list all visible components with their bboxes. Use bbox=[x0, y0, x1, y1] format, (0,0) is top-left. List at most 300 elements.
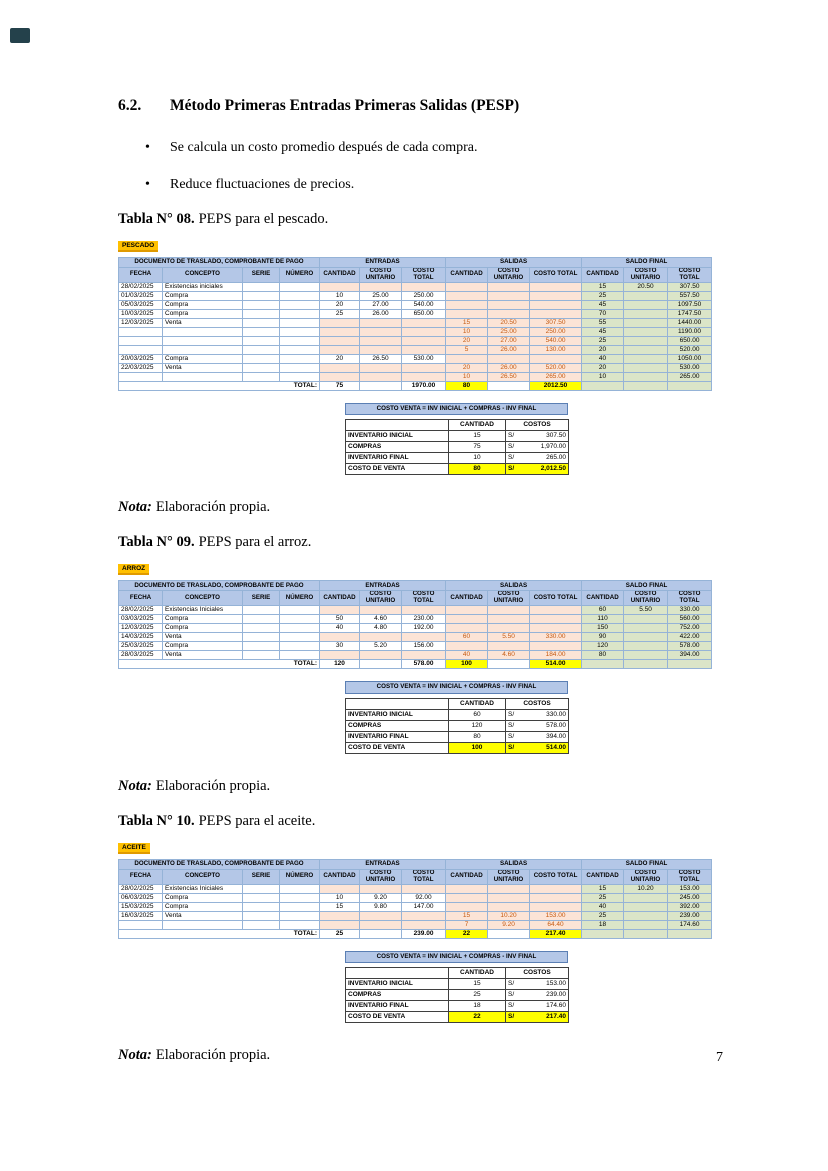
serie-cell bbox=[243, 363, 280, 372]
saldo-costo-unitario-cell bbox=[624, 354, 668, 363]
costo-amount: 394.00 bbox=[546, 732, 566, 740]
cost-summary-block bbox=[345, 951, 568, 1024]
total-entradas-costo-total: 578.00 bbox=[402, 660, 446, 669]
numero-cell bbox=[280, 911, 320, 920]
saldo-costo-total-cell: 422.00 bbox=[668, 633, 712, 642]
inventory-row bbox=[119, 615, 712, 624]
entradas-cantidad-cell: 50 bbox=[320, 615, 360, 624]
inventory-row bbox=[119, 920, 712, 929]
summary-row-label: COMPRAS bbox=[346, 442, 449, 453]
numero-cell bbox=[280, 318, 320, 327]
saldo-cantidad-cell: 40 bbox=[582, 354, 624, 363]
total-salidas-costo-total: 514.00 bbox=[530, 660, 582, 669]
entradas-costo-total-cell bbox=[402, 884, 446, 893]
summary-cantidad-value: 22 bbox=[449, 1012, 506, 1023]
saldo-cantidad-cell: 70 bbox=[582, 309, 624, 318]
summary-cantidad-header: CANTIDAD bbox=[449, 420, 506, 431]
serie-header: SERIE bbox=[243, 591, 280, 606]
page-content bbox=[118, 97, 713, 1064]
saldo-cantidad-cell: 25 bbox=[582, 291, 624, 300]
summary-row-label: COSTO DE VENTA bbox=[346, 464, 449, 475]
total-salidas-costo-unitario bbox=[488, 660, 530, 669]
entradas-cantidad-cell: 15 bbox=[320, 902, 360, 911]
total-saldo-costo-total bbox=[668, 381, 712, 390]
entradas-cantidad-cell bbox=[320, 920, 360, 929]
saldo-cantidad-cell: 150 bbox=[582, 624, 624, 633]
salidas-costo-unitario-cell: 5.50 bbox=[488, 633, 530, 642]
salidas-cantidad-header: CANTIDAD bbox=[446, 591, 488, 606]
entradas-cantidad-cell bbox=[320, 363, 360, 372]
serie-cell bbox=[243, 336, 280, 345]
summary-row bbox=[346, 709, 569, 720]
fecha-cell bbox=[119, 336, 163, 345]
salidas-costo-unitario-cell bbox=[488, 902, 530, 911]
concepto-cell: Existencias iniciales bbox=[163, 282, 243, 291]
entradas-costo-total-cell bbox=[402, 318, 446, 327]
entradas-costo-unitario-cell bbox=[360, 282, 402, 291]
inventory-row bbox=[119, 336, 712, 345]
saldo-cantidad-cell: 90 bbox=[582, 633, 624, 642]
saldo-costo-unitario-cell bbox=[624, 345, 668, 354]
salidas-costo-unitario-cell bbox=[488, 354, 530, 363]
total-salidas-cantidad: 100 bbox=[446, 660, 488, 669]
fecha-header: FECHA bbox=[119, 591, 163, 606]
salidas-costo-total-header: COSTO TOTAL bbox=[530, 869, 582, 884]
product-tag-wrap bbox=[118, 564, 713, 575]
total-label: TOTAL: bbox=[119, 929, 320, 938]
summary-table bbox=[345, 698, 569, 754]
serie-cell bbox=[243, 624, 280, 633]
entradas-cantidad-cell bbox=[320, 345, 360, 354]
entradas-cantidad-cell bbox=[320, 633, 360, 642]
salidas-costo-unitario-header: COSTO UNITARIO bbox=[488, 268, 530, 283]
entradas-costo-unitario-cell bbox=[360, 318, 402, 327]
entradas-costo-unitario-cell: 26.00 bbox=[360, 309, 402, 318]
summary-row bbox=[346, 990, 569, 1001]
saldo-cantidad-cell: 18 bbox=[582, 920, 624, 929]
currency-symbol: S/ bbox=[508, 432, 515, 440]
concepto-cell: Compra bbox=[163, 902, 243, 911]
summary-row-label: INVENTARIO INICIAL bbox=[346, 979, 449, 990]
nota-label: Nota: bbox=[118, 499, 152, 516]
saldo-costo-total-header: COSTO TOTAL bbox=[668, 869, 712, 884]
serie-cell bbox=[243, 911, 280, 920]
summary-cantidad-value: 80 bbox=[449, 464, 506, 475]
total-row bbox=[119, 929, 712, 938]
numero-cell bbox=[280, 920, 320, 929]
saldo-costo-total-cell: 174.60 bbox=[668, 920, 712, 929]
salidas-costo-total-cell: 64.40 bbox=[530, 920, 582, 929]
total-salidas-costo-total: 217.40 bbox=[530, 929, 582, 938]
numero-cell bbox=[280, 902, 320, 911]
serie-cell bbox=[243, 893, 280, 902]
serie-cell bbox=[243, 354, 280, 363]
saldo-cantidad-cell: 25 bbox=[582, 893, 624, 902]
concepto-cell bbox=[163, 372, 243, 381]
concepto-cell: Venta bbox=[163, 651, 243, 660]
fecha-cell: 05/03/2025 bbox=[119, 300, 163, 309]
summary-row-label: INVENTARIO FINAL bbox=[346, 1001, 449, 1012]
salidas-cantidad-header: CANTIDAD bbox=[446, 268, 488, 283]
inventory-row bbox=[119, 345, 712, 354]
table-caption-number: Tabla N° 08. bbox=[118, 211, 195, 227]
saldo-cantidad-cell: 25 bbox=[582, 911, 624, 920]
salidas-cantidad-cell: 10 bbox=[446, 327, 488, 336]
summary-cantidad-value: 100 bbox=[449, 742, 506, 753]
product-section-pescado bbox=[118, 211, 713, 516]
entradas-costo-total-cell bbox=[402, 606, 446, 615]
fecha-header: FECHA bbox=[119, 268, 163, 283]
entradas-group-header: ENTRADAS bbox=[320, 258, 446, 268]
entradas-cantidad-cell: 25 bbox=[320, 309, 360, 318]
currency-symbol: S/ bbox=[508, 710, 515, 718]
total-entradas-costo-unitario bbox=[360, 929, 402, 938]
numero-cell bbox=[280, 282, 320, 291]
saldo-cantidad-cell: 15 bbox=[582, 884, 624, 893]
saldo-costo-total-cell: 239.00 bbox=[668, 911, 712, 920]
saldo-costo-unitario-cell bbox=[624, 327, 668, 336]
entradas-costo-total-cell bbox=[402, 372, 446, 381]
saldo-costo-total-cell: 1190.00 bbox=[668, 327, 712, 336]
total-entradas-costo-total: 239.00 bbox=[402, 929, 446, 938]
entradas-costo-unitario-cell: 9.20 bbox=[360, 893, 402, 902]
doc-header-cell: DOCUMENTO DE TRASLADO, COMPROBANTE DE PAGO bbox=[119, 581, 320, 591]
bullet-list bbox=[118, 140, 713, 193]
inventory-row bbox=[119, 911, 712, 920]
saldo-costo-unitario-cell bbox=[624, 633, 668, 642]
nota-line bbox=[118, 1047, 713, 1064]
fecha-cell bbox=[119, 920, 163, 929]
salidas-costo-unitario-cell: 26.00 bbox=[488, 363, 530, 372]
inventory-table-arroz bbox=[118, 580, 712, 669]
entradas-costo-total-cell: 147.00 bbox=[402, 902, 446, 911]
summary-row bbox=[346, 1012, 569, 1023]
total-entradas-costo-unitario bbox=[360, 381, 402, 390]
salidas-costo-total-cell bbox=[530, 282, 582, 291]
summary-row-label: INVENTARIO INICIAL bbox=[346, 709, 449, 720]
product-section-arroz bbox=[118, 534, 713, 794]
summary-costos-header: COSTOS bbox=[506, 420, 569, 431]
fecha-cell: 03/03/2025 bbox=[119, 615, 163, 624]
numero-cell bbox=[280, 336, 320, 345]
salidas-cantidad-cell bbox=[446, 606, 488, 615]
entradas-costo-unitario-cell bbox=[360, 651, 402, 660]
entradas-cantidad-cell bbox=[320, 336, 360, 345]
salidas-costo-total-cell: 130.00 bbox=[530, 345, 582, 354]
inventory-row bbox=[119, 606, 712, 615]
inventory-row bbox=[119, 372, 712, 381]
summary-table bbox=[345, 419, 569, 475]
fecha-cell: 12/03/2025 bbox=[119, 318, 163, 327]
summary-costo-value bbox=[506, 1001, 569, 1012]
concepto-cell: Venta bbox=[163, 911, 243, 920]
fecha-cell: 14/03/2025 bbox=[119, 633, 163, 642]
currency-symbol: S/ bbox=[508, 1013, 515, 1021]
costo-amount-wrap bbox=[508, 710, 566, 720]
salidas-costo-unitario-cell bbox=[488, 606, 530, 615]
summary-cantidad-value: 15 bbox=[449, 431, 506, 442]
costo-amount: 239.00 bbox=[546, 991, 566, 999]
total-salidas-cantidad: 80 bbox=[446, 381, 488, 390]
header-group-row bbox=[119, 859, 712, 869]
fecha-cell: 22/03/2025 bbox=[119, 363, 163, 372]
saldo-cantidad-cell: 110 bbox=[582, 615, 624, 624]
total-salidas-cantidad: 22 bbox=[446, 929, 488, 938]
nota-line bbox=[118, 499, 713, 516]
entradas-costo-total-cell bbox=[402, 633, 446, 642]
summary-cantidad-value: 120 bbox=[449, 720, 506, 731]
entradas-cantidad-cell bbox=[320, 884, 360, 893]
salidas-cantidad-cell bbox=[446, 893, 488, 902]
fecha-cell: 28/02/2025 bbox=[119, 884, 163, 893]
summary-header-row bbox=[346, 968, 569, 979]
fecha-cell: 20/03/2025 bbox=[119, 354, 163, 363]
costo-amount: 514.00 bbox=[546, 743, 566, 751]
saldo-costo-total-cell: 752.00 bbox=[668, 624, 712, 633]
fecha-cell bbox=[119, 327, 163, 336]
currency-symbol: S/ bbox=[508, 454, 515, 462]
page-number: 7 bbox=[716, 1050, 723, 1065]
summary-costo-value bbox=[506, 742, 569, 753]
bullet-item: • Se calcula un costo promedio después de cada compra. bbox=[118, 140, 713, 156]
salidas-cantidad-cell: 15 bbox=[446, 911, 488, 920]
serie-header: SERIE bbox=[243, 869, 280, 884]
saldo-cantidad-header: CANTIDAD bbox=[582, 268, 624, 283]
saldo-cantidad-cell: 15 bbox=[582, 282, 624, 291]
salidas-costo-unitario-cell: 26.00 bbox=[488, 345, 530, 354]
salidas-cantidad-cell: 40 bbox=[446, 651, 488, 660]
inventory-row bbox=[119, 318, 712, 327]
summary-row bbox=[346, 1001, 569, 1012]
summary-corner-cell bbox=[346, 420, 449, 431]
saldo-costo-total-cell: 1440.00 bbox=[668, 318, 712, 327]
summary-row-label: INVENTARIO INICIAL bbox=[346, 431, 449, 442]
summary-cantidad-value: 18 bbox=[449, 1001, 506, 1012]
nota-text: Elaboración propia. bbox=[155, 1047, 271, 1064]
entradas-costo-total-cell bbox=[402, 911, 446, 920]
numero-header: NÚMERO bbox=[280, 268, 320, 283]
concepto-cell bbox=[163, 327, 243, 336]
salidas-costo-total-cell bbox=[530, 642, 582, 651]
fecha-cell: 12/03/2025 bbox=[119, 624, 163, 633]
cost-summary-block bbox=[345, 403, 568, 476]
summary-formula-title: COSTO VENTA = INV INICIAL + COMPRAS - INV FINAL bbox=[345, 951, 568, 964]
currency-symbol: S/ bbox=[508, 991, 515, 999]
serie-cell bbox=[243, 884, 280, 893]
concepto-header: CONCEPTO bbox=[163, 869, 243, 884]
total-entradas-costo-total: 1970.00 bbox=[402, 381, 446, 390]
entradas-costo-unitario-cell: 26.50 bbox=[360, 354, 402, 363]
serie-cell bbox=[243, 902, 280, 911]
costo-amount-wrap bbox=[508, 464, 566, 474]
saldo-costo-unitario-cell bbox=[624, 318, 668, 327]
salidas-cantidad-cell bbox=[446, 902, 488, 911]
summary-row bbox=[346, 720, 569, 731]
entradas-costo-total-cell bbox=[402, 363, 446, 372]
saldo-costo-total-cell: 560.00 bbox=[668, 615, 712, 624]
salidas-costo-total-cell: 520.00 bbox=[530, 363, 582, 372]
entradas-cantidad-cell: 10 bbox=[320, 893, 360, 902]
entradas-costo-unitario-cell bbox=[360, 884, 402, 893]
header-column-row bbox=[119, 591, 712, 606]
total-entradas-cantidad: 75 bbox=[320, 381, 360, 390]
entradas-cantidad-cell bbox=[320, 606, 360, 615]
costo-amount-wrap bbox=[508, 990, 566, 1000]
salidas-group-header: SALIDAS bbox=[446, 581, 582, 591]
saldo-costo-unitario-cell bbox=[624, 615, 668, 624]
entradas-costo-total-cell: 156.00 bbox=[402, 642, 446, 651]
entradas-costo-unitario-cell: 25.00 bbox=[360, 291, 402, 300]
inventory-row bbox=[119, 651, 712, 660]
saldo-costo-total-cell: 650.00 bbox=[668, 336, 712, 345]
serie-header: SERIE bbox=[243, 268, 280, 283]
total-label: TOTAL: bbox=[119, 660, 320, 669]
numero-cell bbox=[280, 345, 320, 354]
numero-cell bbox=[280, 651, 320, 660]
entradas-costo-unitario-cell: 5.20 bbox=[360, 642, 402, 651]
inventory-row bbox=[119, 884, 712, 893]
serie-cell bbox=[243, 633, 280, 642]
costo-amount-wrap bbox=[508, 979, 566, 989]
summary-row-label: INVENTARIO FINAL bbox=[346, 453, 449, 464]
entradas-costo-total-cell bbox=[402, 345, 446, 354]
inventory-row bbox=[119, 902, 712, 911]
numero-cell bbox=[280, 893, 320, 902]
fecha-cell bbox=[119, 372, 163, 381]
saldo-costo-unitario-cell: 10.20 bbox=[624, 884, 668, 893]
entradas-costo-total-cell: 530.00 bbox=[402, 354, 446, 363]
serie-cell bbox=[243, 651, 280, 660]
salidas-costo-total-cell bbox=[530, 291, 582, 300]
costo-amount: 1,970.00 bbox=[540, 443, 566, 451]
total-saldo-costo-unitario bbox=[624, 660, 668, 669]
saldo-cantidad-cell: 40 bbox=[582, 902, 624, 911]
nota-label: Nota: bbox=[118, 777, 152, 794]
inventory-row bbox=[119, 300, 712, 309]
saldo-costo-total-cell: 520.00 bbox=[668, 345, 712, 354]
table-caption-number: Tabla N° 09. bbox=[118, 534, 195, 551]
inventory-table-aceite bbox=[118, 859, 712, 939]
saldo-costo-unitario-cell bbox=[624, 902, 668, 911]
costo-amount-wrap bbox=[508, 453, 566, 463]
numero-header: NÚMERO bbox=[280, 869, 320, 884]
saldo-costo-total-cell: 265.00 bbox=[668, 372, 712, 381]
salidas-costo-unitario-cell bbox=[488, 309, 530, 318]
saldo-costo-total-cell: 557.50 bbox=[668, 291, 712, 300]
concepto-cell: Venta bbox=[163, 363, 243, 372]
salidas-cantidad-cell bbox=[446, 642, 488, 651]
serie-cell bbox=[243, 300, 280, 309]
costo-amount: 265.00 bbox=[546, 454, 566, 462]
summary-corner-cell bbox=[346, 968, 449, 979]
fecha-cell: 28/02/2025 bbox=[119, 282, 163, 291]
entradas-costo-unitario-header: COSTO UNITARIO bbox=[360, 869, 402, 884]
concepto-cell: Compra bbox=[163, 291, 243, 300]
summary-costo-value bbox=[506, 1012, 569, 1023]
saldo-costo-total-cell: 392.00 bbox=[668, 902, 712, 911]
summary-row bbox=[346, 453, 569, 464]
saldo-costo-unitario-cell bbox=[624, 893, 668, 902]
saldo-costo-unitario-cell bbox=[624, 911, 668, 920]
saldo-costo-unitario-cell: 5.50 bbox=[624, 606, 668, 615]
numero-cell bbox=[280, 327, 320, 336]
section-heading bbox=[118, 97, 713, 115]
salidas-costo-unitario-cell bbox=[488, 642, 530, 651]
serie-cell bbox=[243, 327, 280, 336]
salidas-cantidad-cell bbox=[446, 624, 488, 633]
salidas-cantidad-cell bbox=[446, 282, 488, 291]
serie-cell bbox=[243, 282, 280, 291]
summary-row bbox=[346, 464, 569, 475]
total-row bbox=[119, 381, 712, 390]
saldo-costo-total-cell: 530.00 bbox=[668, 363, 712, 372]
saldo-cantidad-cell: 55 bbox=[582, 318, 624, 327]
section-number: 6.2. bbox=[118, 97, 142, 114]
table-caption bbox=[118, 534, 713, 551]
summary-cantidad-value: 10 bbox=[449, 453, 506, 464]
summary-header-row bbox=[346, 420, 569, 431]
inventory-row bbox=[119, 893, 712, 902]
salidas-costo-total-cell: 153.00 bbox=[530, 911, 582, 920]
fecha-cell bbox=[119, 345, 163, 354]
fecha-cell: 01/03/2025 bbox=[119, 291, 163, 300]
fecha-cell: 15/03/2025 bbox=[119, 902, 163, 911]
serie-cell bbox=[243, 309, 280, 318]
summary-corner-cell bbox=[346, 698, 449, 709]
salidas-costo-total-cell: 184.00 bbox=[530, 651, 582, 660]
serie-cell bbox=[243, 642, 280, 651]
summary-header-row bbox=[346, 698, 569, 709]
salidas-cantidad-cell bbox=[446, 354, 488, 363]
summary-costo-value bbox=[506, 731, 569, 742]
salidas-group-header: SALIDAS bbox=[446, 859, 582, 869]
header-group-row bbox=[119, 581, 712, 591]
currency-symbol: S/ bbox=[508, 980, 515, 988]
costo-amount: 307.50 bbox=[546, 432, 566, 440]
doc-header-cell: DOCUMENTO DE TRASLADO, COMPROBANTE DE PAGO bbox=[119, 859, 320, 869]
concepto-cell bbox=[163, 920, 243, 929]
concepto-cell: Compra bbox=[163, 309, 243, 318]
saldo-final-group-header: SALDO FINAL bbox=[582, 581, 712, 591]
saldo-costo-unitario-header: COSTO UNITARIO bbox=[624, 591, 668, 606]
nota-text: Elaboración propia. bbox=[155, 777, 271, 794]
summary-cantidad-value: 75 bbox=[449, 442, 506, 453]
salidas-costo-total-cell bbox=[530, 615, 582, 624]
product-label: ACEITE bbox=[118, 843, 150, 854]
nota-line bbox=[118, 778, 713, 795]
salidas-costo-unitario-cell bbox=[488, 615, 530, 624]
entradas-cantidad-header: CANTIDAD bbox=[320, 268, 360, 283]
entradas-cantidad-cell: 40 bbox=[320, 624, 360, 633]
saldo-costo-total-cell: 394.00 bbox=[668, 651, 712, 660]
salidas-costo-unitario-cell bbox=[488, 282, 530, 291]
table-caption bbox=[118, 211, 713, 228]
summary-row-label: INVENTARIO FINAL bbox=[346, 731, 449, 742]
saldo-costo-unitario-cell bbox=[624, 624, 668, 633]
entradas-costo-total-cell bbox=[402, 336, 446, 345]
saldo-costo-unitario-header: COSTO UNITARIO bbox=[624, 869, 668, 884]
fecha-cell: 16/03/2025 bbox=[119, 911, 163, 920]
entradas-costo-total-cell: 540.00 bbox=[402, 300, 446, 309]
total-saldo-costo-unitario bbox=[624, 929, 668, 938]
serie-cell bbox=[243, 920, 280, 929]
summary-costo-value bbox=[506, 453, 569, 464]
summary-row bbox=[346, 731, 569, 742]
salidas-costo-total-cell bbox=[530, 624, 582, 633]
saldo-cantidad-cell: 20 bbox=[582, 363, 624, 372]
numero-cell bbox=[280, 291, 320, 300]
total-row bbox=[119, 660, 712, 669]
